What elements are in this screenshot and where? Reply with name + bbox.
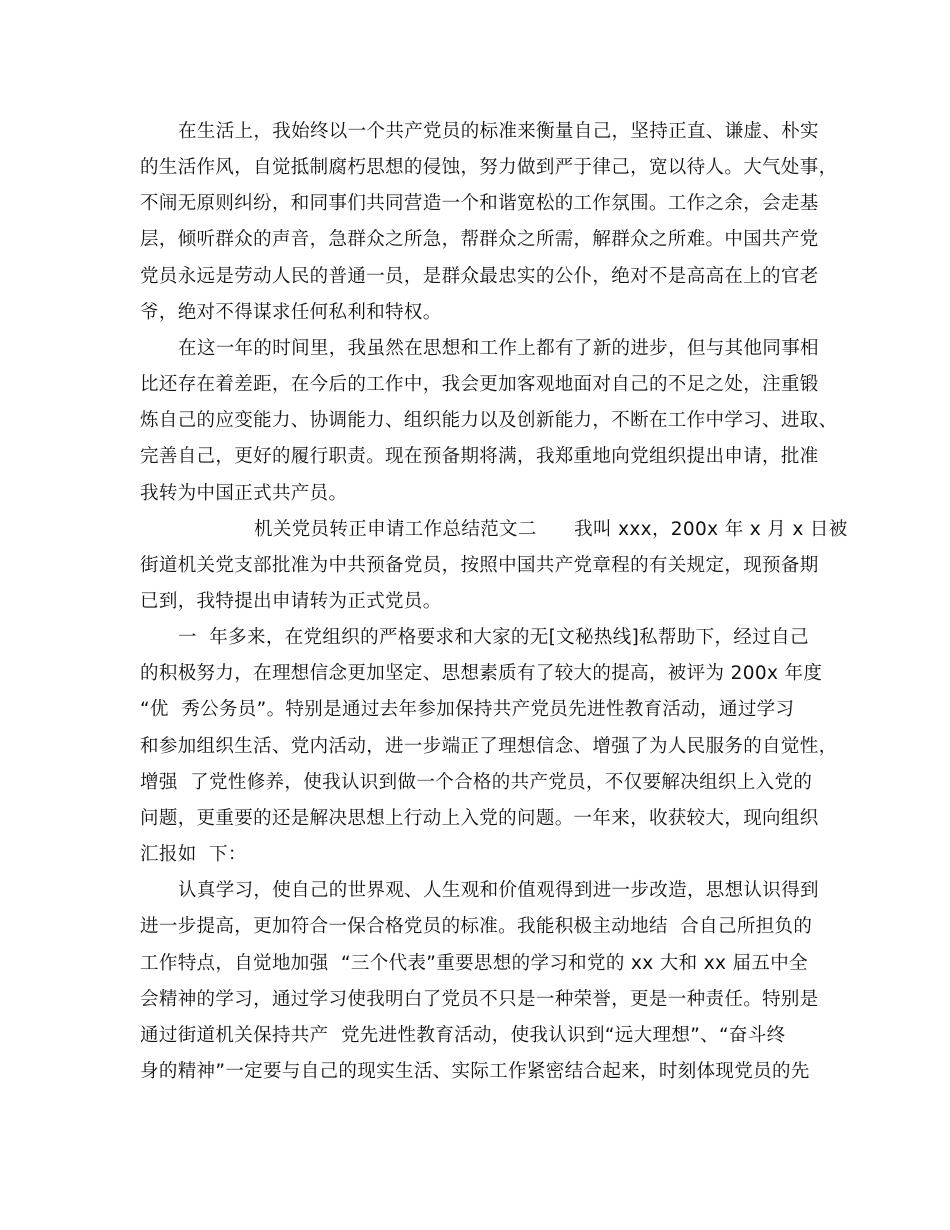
text-line: 认真学习，使自己的世界观、人生观和价值观得到进一步改造，思想认识得到 xyxy=(178,880,819,901)
text-line: 炼自己的应变能力、协调能力、组织能力以及创新能力，不断在工作中学习、进取、 xyxy=(140,410,838,431)
text-line: 不闹无原则纠纷，和同事们共同营造一个和谐宽松的工作氛围。工作之余，会走基 xyxy=(140,193,819,214)
text-line: 在生活上，我始终以一个共产党员的标准来衡量自己，坚持正直、谦虚、朴实 xyxy=(178,121,819,142)
text-line: 层，倾听群众的声音，急群众之所急，帮群众之所需，解群众之所难。中国共产党 xyxy=(140,229,819,250)
text-line: 会精神的学习，通过学习使我明白了党员不只是一种荣誉，更是一种责任。特别是 xyxy=(140,989,819,1010)
text-line: 我转为中国正式共产员。 xyxy=(140,483,348,504)
text-line: 的生活作风，自觉抵制腐朽思想的侵蚀，努力做到严于律己，宽以待人。大气处事， xyxy=(140,157,838,178)
section-heading-line: 机关党员转正申请工作总结范文二 我叫 xxx，200x 年 x 月 x 日被 xyxy=(254,519,848,540)
text-line: 在这一年的时间里，我虽然在思想和工作上都有了新的进步，但与其他同事相 xyxy=(178,338,819,359)
text-line: 比还存在着差距，在今后的工作中，我会更加客观地面对自己的不足之处，注重锻 xyxy=(140,374,819,395)
text-line: 和参加组织生活、党内活动，进一步端正了理想信念、增强了为人民服务的自觉性， xyxy=(140,736,838,757)
text-line: 问题，更重要的还是解决思想上行动上入党的问题。一年来，收获较大，现向组织 xyxy=(140,808,819,829)
text-line: 通过街道机关保持共产 党先进性教育活动，使我认识到“远大理想”、“奋斗终 xyxy=(140,1025,786,1046)
text-line: 完善自己，更好的履行职责。现在预备期将满，我郑重地向党组织提出申请，批准 xyxy=(140,446,819,467)
text-line: 党员永远是劳动人民的普通一员，是群众最忠实的公仆，绝对不是高高在上的官老 xyxy=(140,266,819,287)
text-line: 已到，我特提出申请转为正式党员。 xyxy=(140,591,442,612)
text-line: 爷，绝对不得谋求任何私利和特权。 xyxy=(140,302,442,323)
text-line: “优 秀公务员”。特别是通过去年参加保持共产党员先进性教育活动，通过学习 xyxy=(140,699,795,720)
text-line: 的积极努力，在理想信念更加坚定、思想素质有了较大的提高，被评为 200x 年度 xyxy=(140,663,823,684)
text-line: 街道机关党支部批准为中共预备党员，按照中国共产党章程的有关规定，现预备期 xyxy=(140,555,819,576)
text-line: 工作特点，自觉地加强 “三个代表”重要思想的学习和党的 xx 大和 xx 届五中全 xyxy=(140,953,808,974)
text-line: 进一步提高，更加符合一保合格党员的标准。我能积极主动地结 合自己所担负的 xyxy=(140,916,813,937)
text-line: 一 年多来，在党组织的严格要求和大家的无[文秘热线]私帮助下，经过自己 xyxy=(178,627,809,648)
text-line: 增强 了党性修养，使我认识到做一个合格的共产党员，不仅要解决组织上入党的 xyxy=(140,772,813,793)
text-line: 身的精神”一定要与自己的现实生活、实际工作紧密结合起来，时刻体现党员的先 xyxy=(140,1061,810,1082)
text-line: 汇报如 下： xyxy=(140,844,247,865)
